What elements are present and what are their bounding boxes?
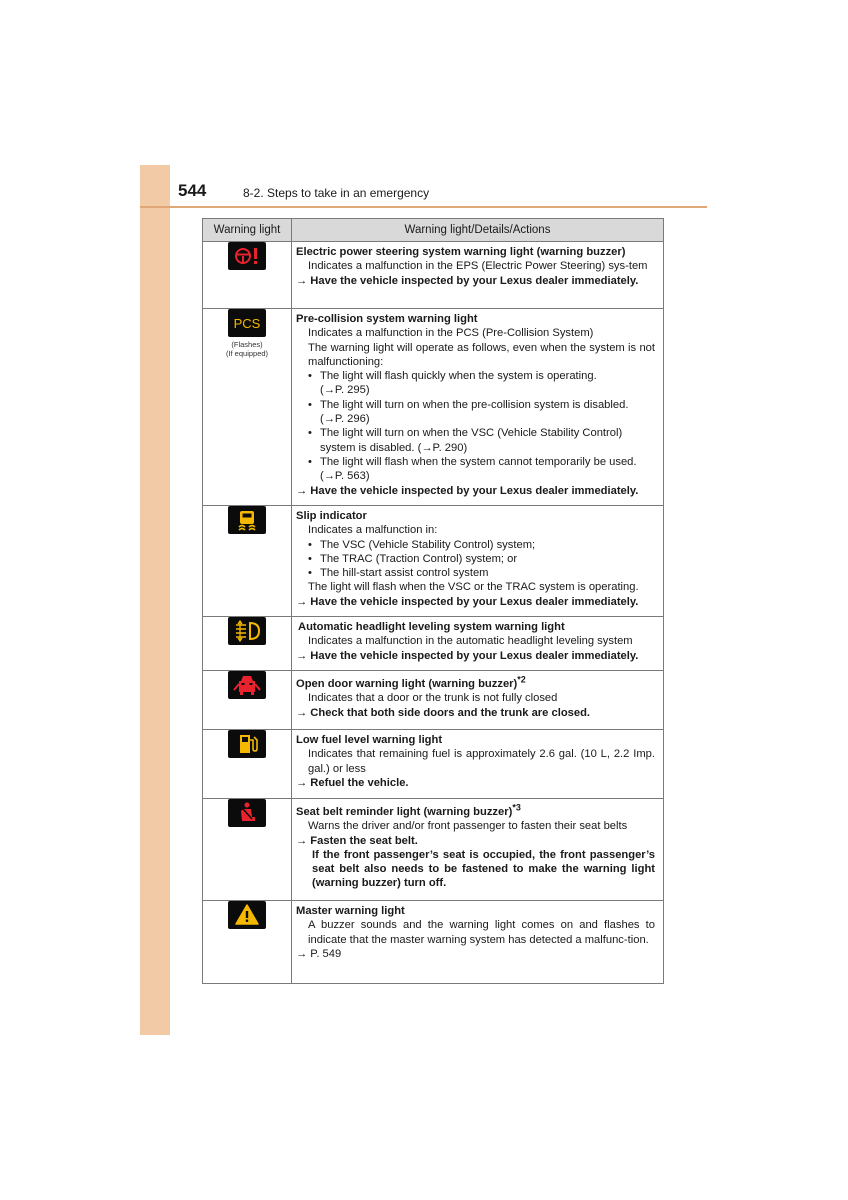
action-text: Have the vehicle inspected by your Lexus dealer immediately. — [310, 595, 639, 608]
icon-cell — [203, 506, 292, 617]
row-details — [292, 730, 664, 799]
row-details — [292, 799, 664, 901]
bullet-item: • The light will turn on when the pre-collision system is disabled. (→P. 296) — [296, 398, 655, 427]
pcs-warning-icon — [228, 309, 266, 337]
action-line — [296, 484, 655, 498]
arrow-icon: → — [296, 484, 308, 497]
icon-cell — [203, 799, 292, 901]
action-text: Have the vehicle inspected by your Lexus dealer immediately. — [310, 484, 639, 497]
fuel-pump-icon — [228, 730, 266, 758]
row-details — [292, 506, 664, 617]
icon-cell — [203, 309, 292, 506]
icon-cell — [203, 617, 292, 671]
row-title: Master warning light — [296, 905, 405, 917]
side-tab — [140, 165, 170, 1035]
row-title: Automatic headlight leveling system warning light — [298, 621, 565, 633]
pcs-icon-label: PCS — [233, 316, 261, 331]
icon-cell — [203, 901, 292, 984]
action-line — [296, 776, 655, 790]
detail-line: Indicates that remaining fuel is approximately 2.6 gal. (10 L, 2.2 Imp. gal.) or less — [308, 748, 655, 775]
detail-line: Indicates a malfunction in: — [308, 524, 438, 537]
row-title: Electric power steering system warning light (warning buzzer) — [296, 246, 626, 258]
detail-line: Indicates a malfunction in the EPS (Electric Power Steering) sys-tem — [308, 260, 648, 273]
bullet-item: • The light will flash quickly when the system is operating. (→P. 295) — [296, 369, 655, 398]
if-equipped-note: (If equipped) — [225, 349, 269, 358]
icon-cell — [203, 730, 292, 799]
table-header-row — [203, 219, 664, 242]
action-line — [296, 649, 655, 663]
col-header-details: Warning light/Details/Actions — [292, 219, 664, 242]
row-title: Pre-collision system warning light — [296, 313, 478, 325]
table-row — [203, 242, 664, 309]
row-title: Low fuel level warning light — [296, 734, 443, 746]
arrow-icon: → — [296, 947, 308, 960]
icon-cell — [203, 242, 292, 309]
page-reference[interactable]: P. 549 — [310, 947, 342, 960]
row-details — [292, 309, 664, 506]
detail-line: The warning light will operate as follows, even when the system is not malfunctioning: — [308, 341, 655, 368]
row-details — [292, 617, 664, 671]
arrow-icon: → — [296, 649, 308, 662]
row-title: Slip indicator — [296, 510, 367, 522]
slip-indicator-icon — [228, 506, 266, 534]
row-title: Seat belt reminder light (warning buzzer)$^{*3}$ — [296, 802, 521, 818]
action-line — [296, 595, 655, 609]
action-line — [296, 706, 655, 720]
detail-line: Indicates a malfunction in the automatic headlight leveling system — [308, 635, 633, 648]
bullet-item: • The light will turn on when the VSC (Vehicle Stability Control) system is disabled. (→P. 290) — [296, 426, 655, 455]
flashes-note: (Flashes) — [231, 340, 263, 349]
table-row — [203, 309, 664, 506]
action-text: Fasten the seat belt. — [310, 834, 418, 847]
open-door-icon — [228, 671, 266, 699]
row-details — [292, 671, 664, 730]
table-row — [203, 730, 664, 799]
headlight-leveling-icon — [228, 617, 266, 645]
table-row — [203, 506, 664, 617]
row-details — [292, 242, 664, 309]
warning-light-table — [202, 218, 664, 984]
detail-line: Indicates a malfunction in the PCS (Pre-Collision System) — [308, 327, 594, 340]
table-row — [203, 901, 664, 984]
detail-line: A buzzer sounds and the warning light comes on and flashes to indicate that the master warning system has detected a malfunc-tion. — [308, 919, 655, 946]
bullet-item: • The VSC (Vehicle Stability Control) system; — [296, 538, 655, 552]
detail-line: The light will flash when the VSC or the TRAC system is operating. — [308, 581, 639, 594]
action-detail: If the front passenger’s seat is occupied, the front passenger’s seat belt also needs to be fastened to make the warning light (warning buzzer) turn off. — [312, 848, 655, 890]
arrow-icon: → — [296, 274, 308, 287]
page-number: 544 — [178, 181, 207, 200]
row-details — [292, 901, 664, 984]
arrow-icon: → — [296, 706, 308, 719]
action-text: Refuel the vehicle. — [310, 776, 409, 789]
bullet-item: • The light will flash when the system cannot temporarily be used. (→P. 563) — [296, 455, 655, 484]
action-line — [296, 834, 655, 848]
reference-line — [296, 947, 655, 961]
arrow-icon: → — [296, 776, 308, 789]
table-row — [203, 671, 664, 730]
footnote-ref: *3 — [512, 802, 521, 813]
col-header-warning-light: Warning light — [203, 219, 292, 242]
arrow-icon: → — [296, 595, 308, 608]
bullet-item: • The TRAC (Traction Control) system; or — [296, 552, 655, 566]
detail-line: Warns the driver and/or front passenger to fasten their seat belts — [308, 820, 628, 833]
seat-belt-icon — [228, 799, 266, 827]
action-line — [296, 274, 655, 288]
row-title: Open door warning light (warning buzzer)$^{*2}$ — [296, 674, 526, 690]
steering-warning-icon — [228, 242, 266, 270]
section-title: 8-2. Steps to take in an emergency — [243, 186, 430, 200]
action-text: Check that both side doors and the trunk are closed. — [310, 706, 591, 719]
icon-cell — [203, 671, 292, 730]
bullet-item: • The hill-start assist control system — [296, 566, 655, 580]
arrow-icon: → — [296, 834, 308, 847]
master-warning-icon — [228, 901, 266, 929]
detail-line: Indicates that a door or the trunk is not fully closed — [308, 692, 558, 705]
footnote-ref: *2 — [517, 674, 526, 685]
table-row — [203, 617, 664, 671]
action-text: Have the vehicle inspected by your Lexus dealer immediately. — [310, 649, 639, 662]
action-text: Have the vehicle inspected by your Lexus dealer immediately. — [310, 274, 639, 287]
header-rule — [140, 206, 707, 208]
table-row — [203, 799, 664, 901]
